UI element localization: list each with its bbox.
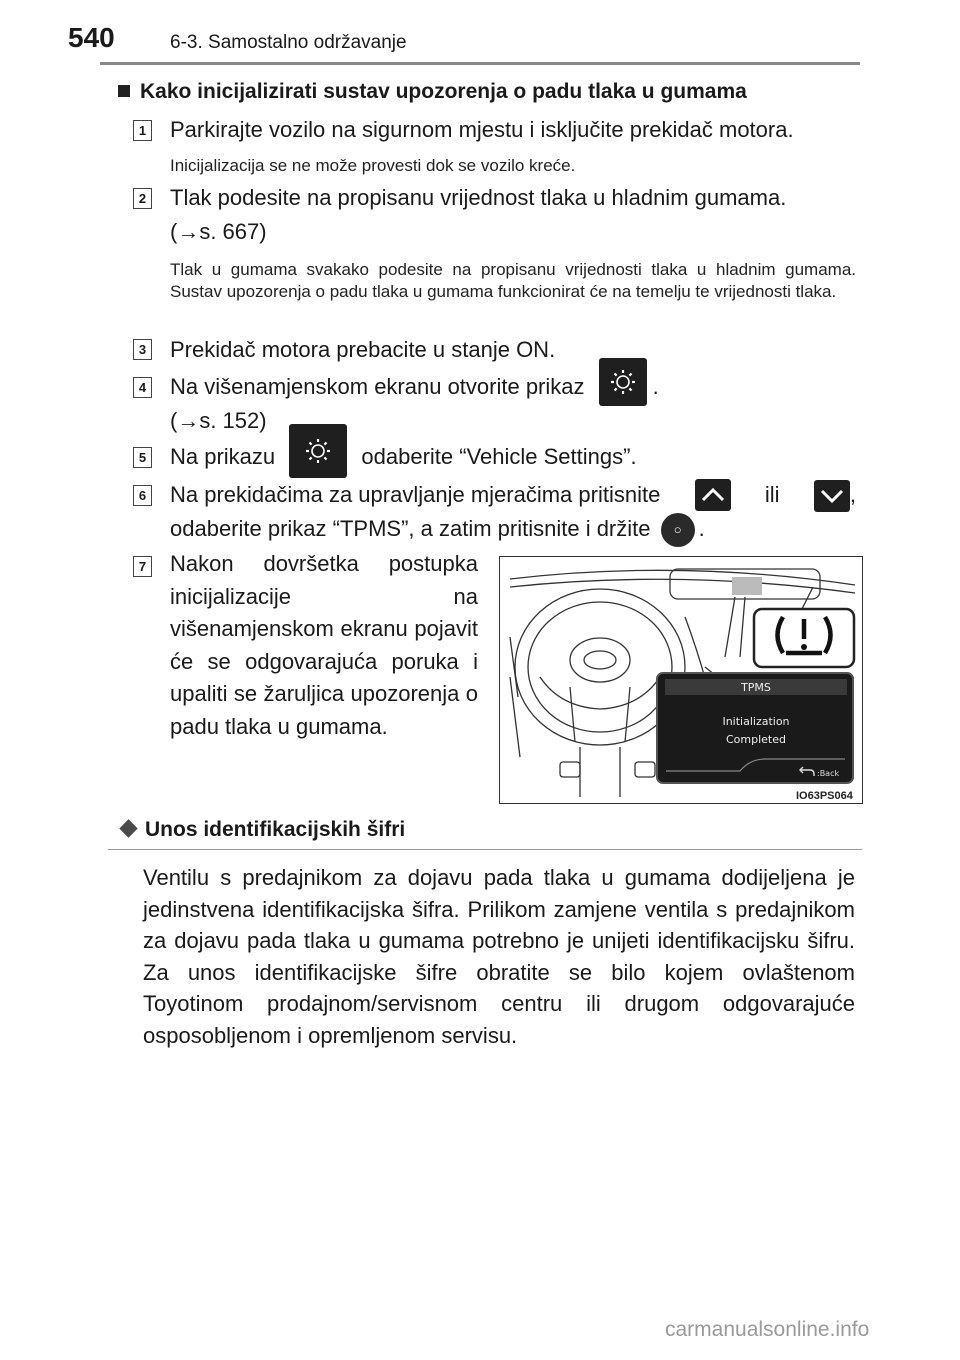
settings-gear-icon <box>599 358 647 406</box>
display-line-1: Initialization <box>722 715 790 728</box>
dashboard-drawing <box>500 557 862 803</box>
header-rule <box>100 62 860 65</box>
step-text: Na prekidačima za upravljanje mjeračima pritisnite ili , odaberite prikaz “TPMS”, a zatim pritisnite i držite ○ . <box>170 478 856 547</box>
step-text: Tlak podesite na propisanu vrijednost tlaka u hladnim gumama. (→s. 667) <box>170 185 787 244</box>
step-number: 2 <box>133 188 152 209</box>
watermark: carmanualsonline.info <box>665 1318 870 1341</box>
step-number: 3 <box>133 339 152 360</box>
warning-dot <box>801 644 807 650</box>
display-title: TPMS <box>741 681 771 694</box>
square-bullet-icon <box>118 85 130 97</box>
step-text: Nakon dovršetka postupka inicijalizacije na višenamjenskom ekranu pojavit će se odgovarajuća poruka i upaliti se žaruljica upozorenja o padu tlaka u gumama. <box>170 551 478 739</box>
step-text: Parkirajte vozilo na sigurnom mjestu i isključite prekidač motora. <box>170 117 794 142</box>
step-text: Prekidač motora prebacite u stanje ON. <box>170 337 556 362</box>
step-note: Inicijalizacija se ne može provesti dok se vozilo kreće. <box>170 156 576 175</box>
step-number: 6 <box>133 485 152 506</box>
down-arrow-button-icon <box>814 480 850 512</box>
step-text: Na višenamjenskom ekranu otvorite prikaz . (→s. 152) <box>170 370 856 438</box>
diamond-bullet-icon <box>119 819 137 837</box>
step-number: 1 <box>133 120 152 141</box>
back-label: :Back <box>817 769 840 778</box>
display-line-2: Completed <box>726 733 786 746</box>
step-number: 4 <box>133 377 152 398</box>
step-number: 5 <box>133 447 152 468</box>
settings-gear-icon <box>289 424 347 478</box>
chapter-title: 6-3. Samostalno održavanje <box>170 32 407 53</box>
up-arrow-button-icon <box>695 479 731 511</box>
dashboard-illustration <box>499 556 863 804</box>
subsection-title: Unos identifikacijskih šifri <box>118 818 405 842</box>
step-note: Tlak u gumama svakako podesite na propisanu vrijednosti tlaka u hladnim gumama. Sustav upozorenja o padu tlaka u gumama funkcionirat će na temelju te vrijednosti tlaka. <box>170 260 856 301</box>
subsection-body: Ventilu s predajnikom za dojavu pada tlaka u gumama dodijeljena je jedinstvena identifikacijska šifra. Prilikom zamjene ventila s predajnikom za dojavu pada tlaka u gumama potrebno je unijeti identifikacijsku šifru. Za unos identifikacijske šifre obratite se bilo kojem ovlaštenom Toyotinom prodajnom/servisnom centru ili drugom odgovarajuće osposobljenom i opremljenom servisu. <box>143 865 855 1048</box>
subsection-rule <box>108 849 862 850</box>
section-title: Kako inicijalizirati sustav upozorenja o padu tlaka u gumama <box>118 80 747 104</box>
figure-label: IO63PS064 <box>796 790 853 802</box>
ok-button-icon: ○ <box>661 513 695 547</box>
page-number: 540 <box>68 22 115 53</box>
step-text: Na prikazu odaberite “Vehicle Settings”. <box>170 440 856 474</box>
step-number: 7 <box>133 556 152 577</box>
